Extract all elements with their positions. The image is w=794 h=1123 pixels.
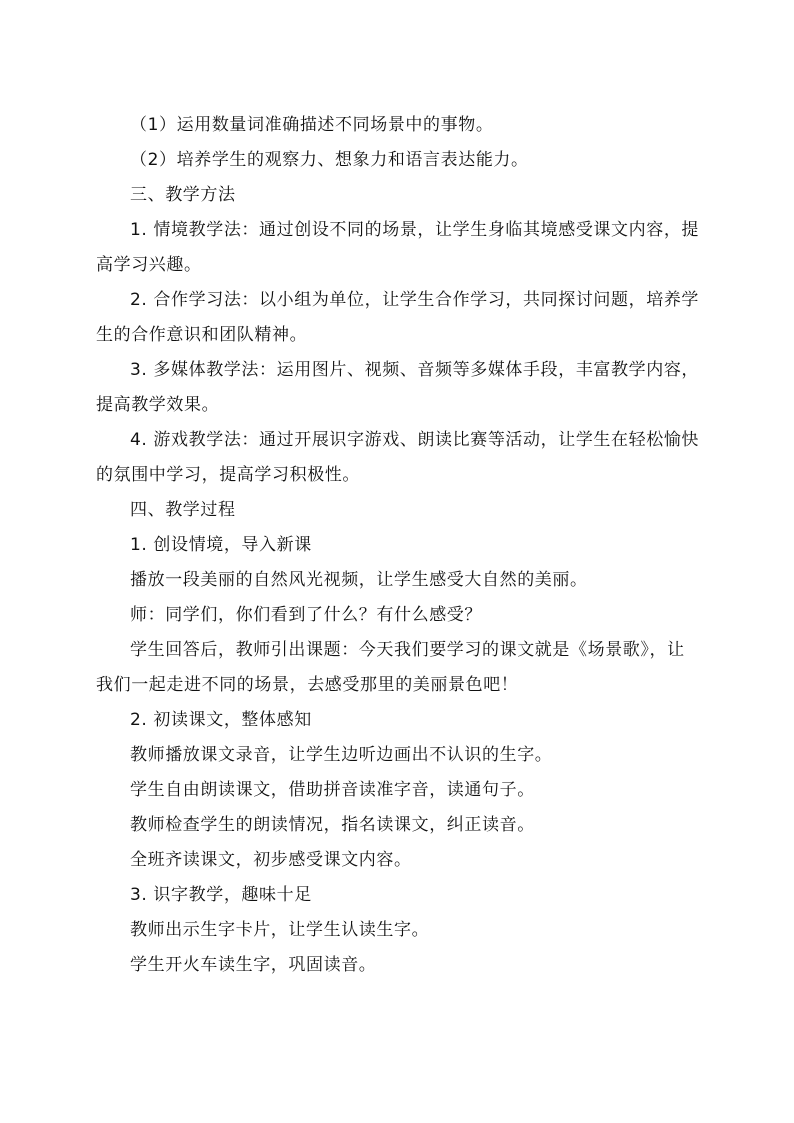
process-step-3-title: 3. 识字教学，趣味十足 xyxy=(130,885,312,905)
objective-item-1: （1）运用数量词准确描述不同场景中的事物。 xyxy=(130,115,494,135)
process-paragraph: 师：同学们，你们看到了什么？有什么感受？ xyxy=(130,605,482,625)
process-paragraph: 教师出示生字卡片，让学生认读生字。 xyxy=(130,920,430,940)
process-step-1-title: 1. 创设情境，导入新课 xyxy=(130,535,312,555)
section-heading-teaching-process: 四、教学过程 xyxy=(130,500,236,520)
method-item-1: 1. 情境教学法：通过创设不同的场景，让学生身临其境感受课文内容，提高学习兴趣。 xyxy=(96,220,700,275)
method-item-4: 4. 游戏教学法：通过开展识字游戏、朗读比赛等活动，让学生在轻松愉快的氛围中学习，提高学习积极性。 xyxy=(96,430,700,485)
process-paragraph: 学生开火车读生字，巩固读音。 xyxy=(130,955,377,975)
method-item-2: 2. 合作学习法：以小组为单位，让学生合作学习，共同探讨问题，培养学生的合作意识和团队精神。 xyxy=(96,290,700,345)
process-paragraph: 播放一段美丽的自然风光视频，让学生感受大自然的美丽。 xyxy=(130,570,588,590)
section-heading-teaching-methods: 三、教学方法 xyxy=(130,185,236,205)
process-paragraph: 学生自由朗读课文，借助拼音读准字音，读通句子。 xyxy=(130,780,535,800)
document-body xyxy=(96,108,700,983)
process-paragraph: 教师播放课文录音，让学生边听边画出不认识的生字。 xyxy=(130,745,553,765)
process-paragraph: 学生回答后，教师引出课题：今天我们要学习的课文就是《场景歌》，让我们一起走进不同的场景，去感受那里的美丽景色吧！ xyxy=(96,640,685,695)
process-paragraph: 教师检查学生的朗读情况，指名读课文，纠正读音。 xyxy=(130,815,535,835)
objective-item-2: （2）培养学生的观察力、想象力和语言表达能力。 xyxy=(130,150,529,170)
process-paragraph: 全班齐读课文，初步感受课文内容。 xyxy=(130,850,412,870)
process-step-2-title: 2. 初读课文，整体感知 xyxy=(130,710,312,730)
method-item-3: 3. 多媒体教学法：运用图片、视频、音频等多媒体手段，丰富教学内容，提高教学效果。 xyxy=(96,360,700,415)
